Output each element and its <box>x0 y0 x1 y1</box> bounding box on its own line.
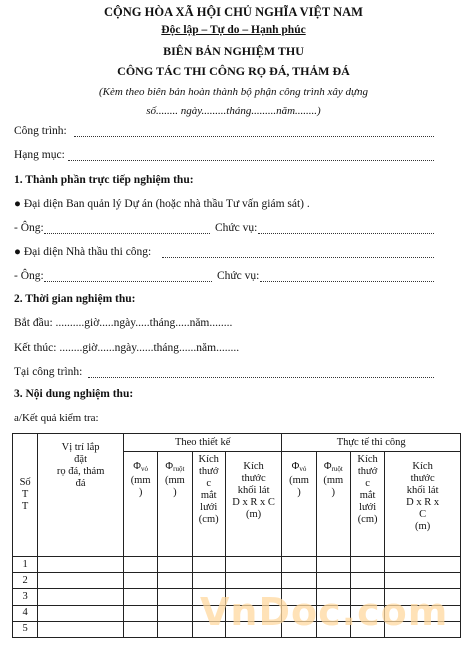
group-design-header: Theo thiết kế <box>123 434 281 452</box>
rep2-ong-field[interactable] <box>44 281 212 282</box>
rep2-chucvu-field[interactable] <box>260 281 434 282</box>
col-actual-block: Kích thước khối lát D x R x C (m) <box>385 452 461 557</box>
table-row: 3 <box>13 589 461 605</box>
cong-trinh-label: Công trình: <box>14 125 67 137</box>
rep1-chucvu-label: Chức vụ: <box>215 222 258 234</box>
attachment-note-number: số........ ngày.........tháng.........năm........) <box>146 105 321 117</box>
col-design-phi-vo: $\Phi_{vỏ}$ (mm ) <box>123 452 157 557</box>
rep2-ong-label: - Ông: <box>14 270 44 282</box>
table-row: 4 <box>13 605 461 621</box>
rep1-ong-field[interactable] <box>44 233 210 234</box>
col-location-header: Vị trí lắp đặt rọ đá, thảm đá <box>38 434 124 557</box>
rep1-ong-label: - Ông: <box>14 222 44 234</box>
table-row: 2 <box>13 573 461 589</box>
site-field[interactable] <box>88 377 434 378</box>
motto <box>0 24 467 36</box>
group-actual-header: Thực tế thi công <box>282 434 461 452</box>
section3-heading: 3. Nội dung nghiệm thu: <box>14 388 134 400</box>
watermark-logo: VnDoc.com <box>200 590 449 634</box>
col-design-mesh: Kích thướ c mắt lưới (cm) <box>192 452 225 557</box>
cong-trinh-field[interactable] <box>74 136 434 137</box>
col-stt-header: Số T T <box>13 434 38 557</box>
col-actual-phi-vo: $\Phi_{vỏ}$ (mm ) <box>282 452 316 557</box>
section2-heading: 2. Thời gian nghiệm thu: <box>14 293 136 305</box>
col-design-block: Kích thước khối lát D x R x C (m) <box>225 452 282 557</box>
section3-sub: a/Kết quả kiểm tra: <box>14 412 99 424</box>
end-time: Kết thúc: ........giờ......ngày......tháng......năm........ <box>14 342 240 354</box>
rep2-chucvu-label: Chức vụ: <box>217 270 260 282</box>
col-actual-phi-ruot: $\Phi_{ruột}$ (mm ) <box>316 452 350 557</box>
rep2-name-field[interactable] <box>162 257 434 258</box>
start-time: Bắt đầu: ..........giờ.....ngày.....tháng.....năm........ <box>14 317 233 329</box>
rep1-chucvu-field[interactable] <box>258 233 434 234</box>
hang-muc-label: Hạng mục: <box>14 149 65 161</box>
national-title: CỘNG HÒA XÃ HỘI CHỦ NGHĨA VIỆT NAM <box>104 5 363 19</box>
attachment-note: (Kèm theo biên bản hoàn thành bộ phận công trình xây dựng <box>98 86 369 98</box>
doc-title: BIÊN BẢN NGHIỆM THU <box>163 44 304 58</box>
col-design-phi-ruot: $\Phi_{ruột}$ (mm ) <box>158 452 192 557</box>
motto-text: Độc lập – Tự do – Hạnh phúc <box>161 24 306 36</box>
table-row: 5 <box>13 621 461 637</box>
site-label: Tại công trình: <box>14 366 83 378</box>
doc-subtitle: CÔNG TÁC THI CÔNG RỌ ĐÁ, THẢM ĐÁ <box>117 64 350 78</box>
col-actual-mesh: Kích thướ c mắt lưới (cm) <box>350 452 384 557</box>
section1-heading: 1. Thành phần trực tiếp nghiệm thu: <box>14 174 194 186</box>
hang-muc-field[interactable] <box>68 160 434 161</box>
section1-rep1: ● Đại diện Ban quản lý Dự án (hoặc nhà thầu Tư vấn giám sát) . <box>14 198 310 210</box>
table-row: 1 <box>13 557 461 573</box>
section1-rep2: ● Đại diện Nhà thầu thi công: <box>14 246 152 258</box>
